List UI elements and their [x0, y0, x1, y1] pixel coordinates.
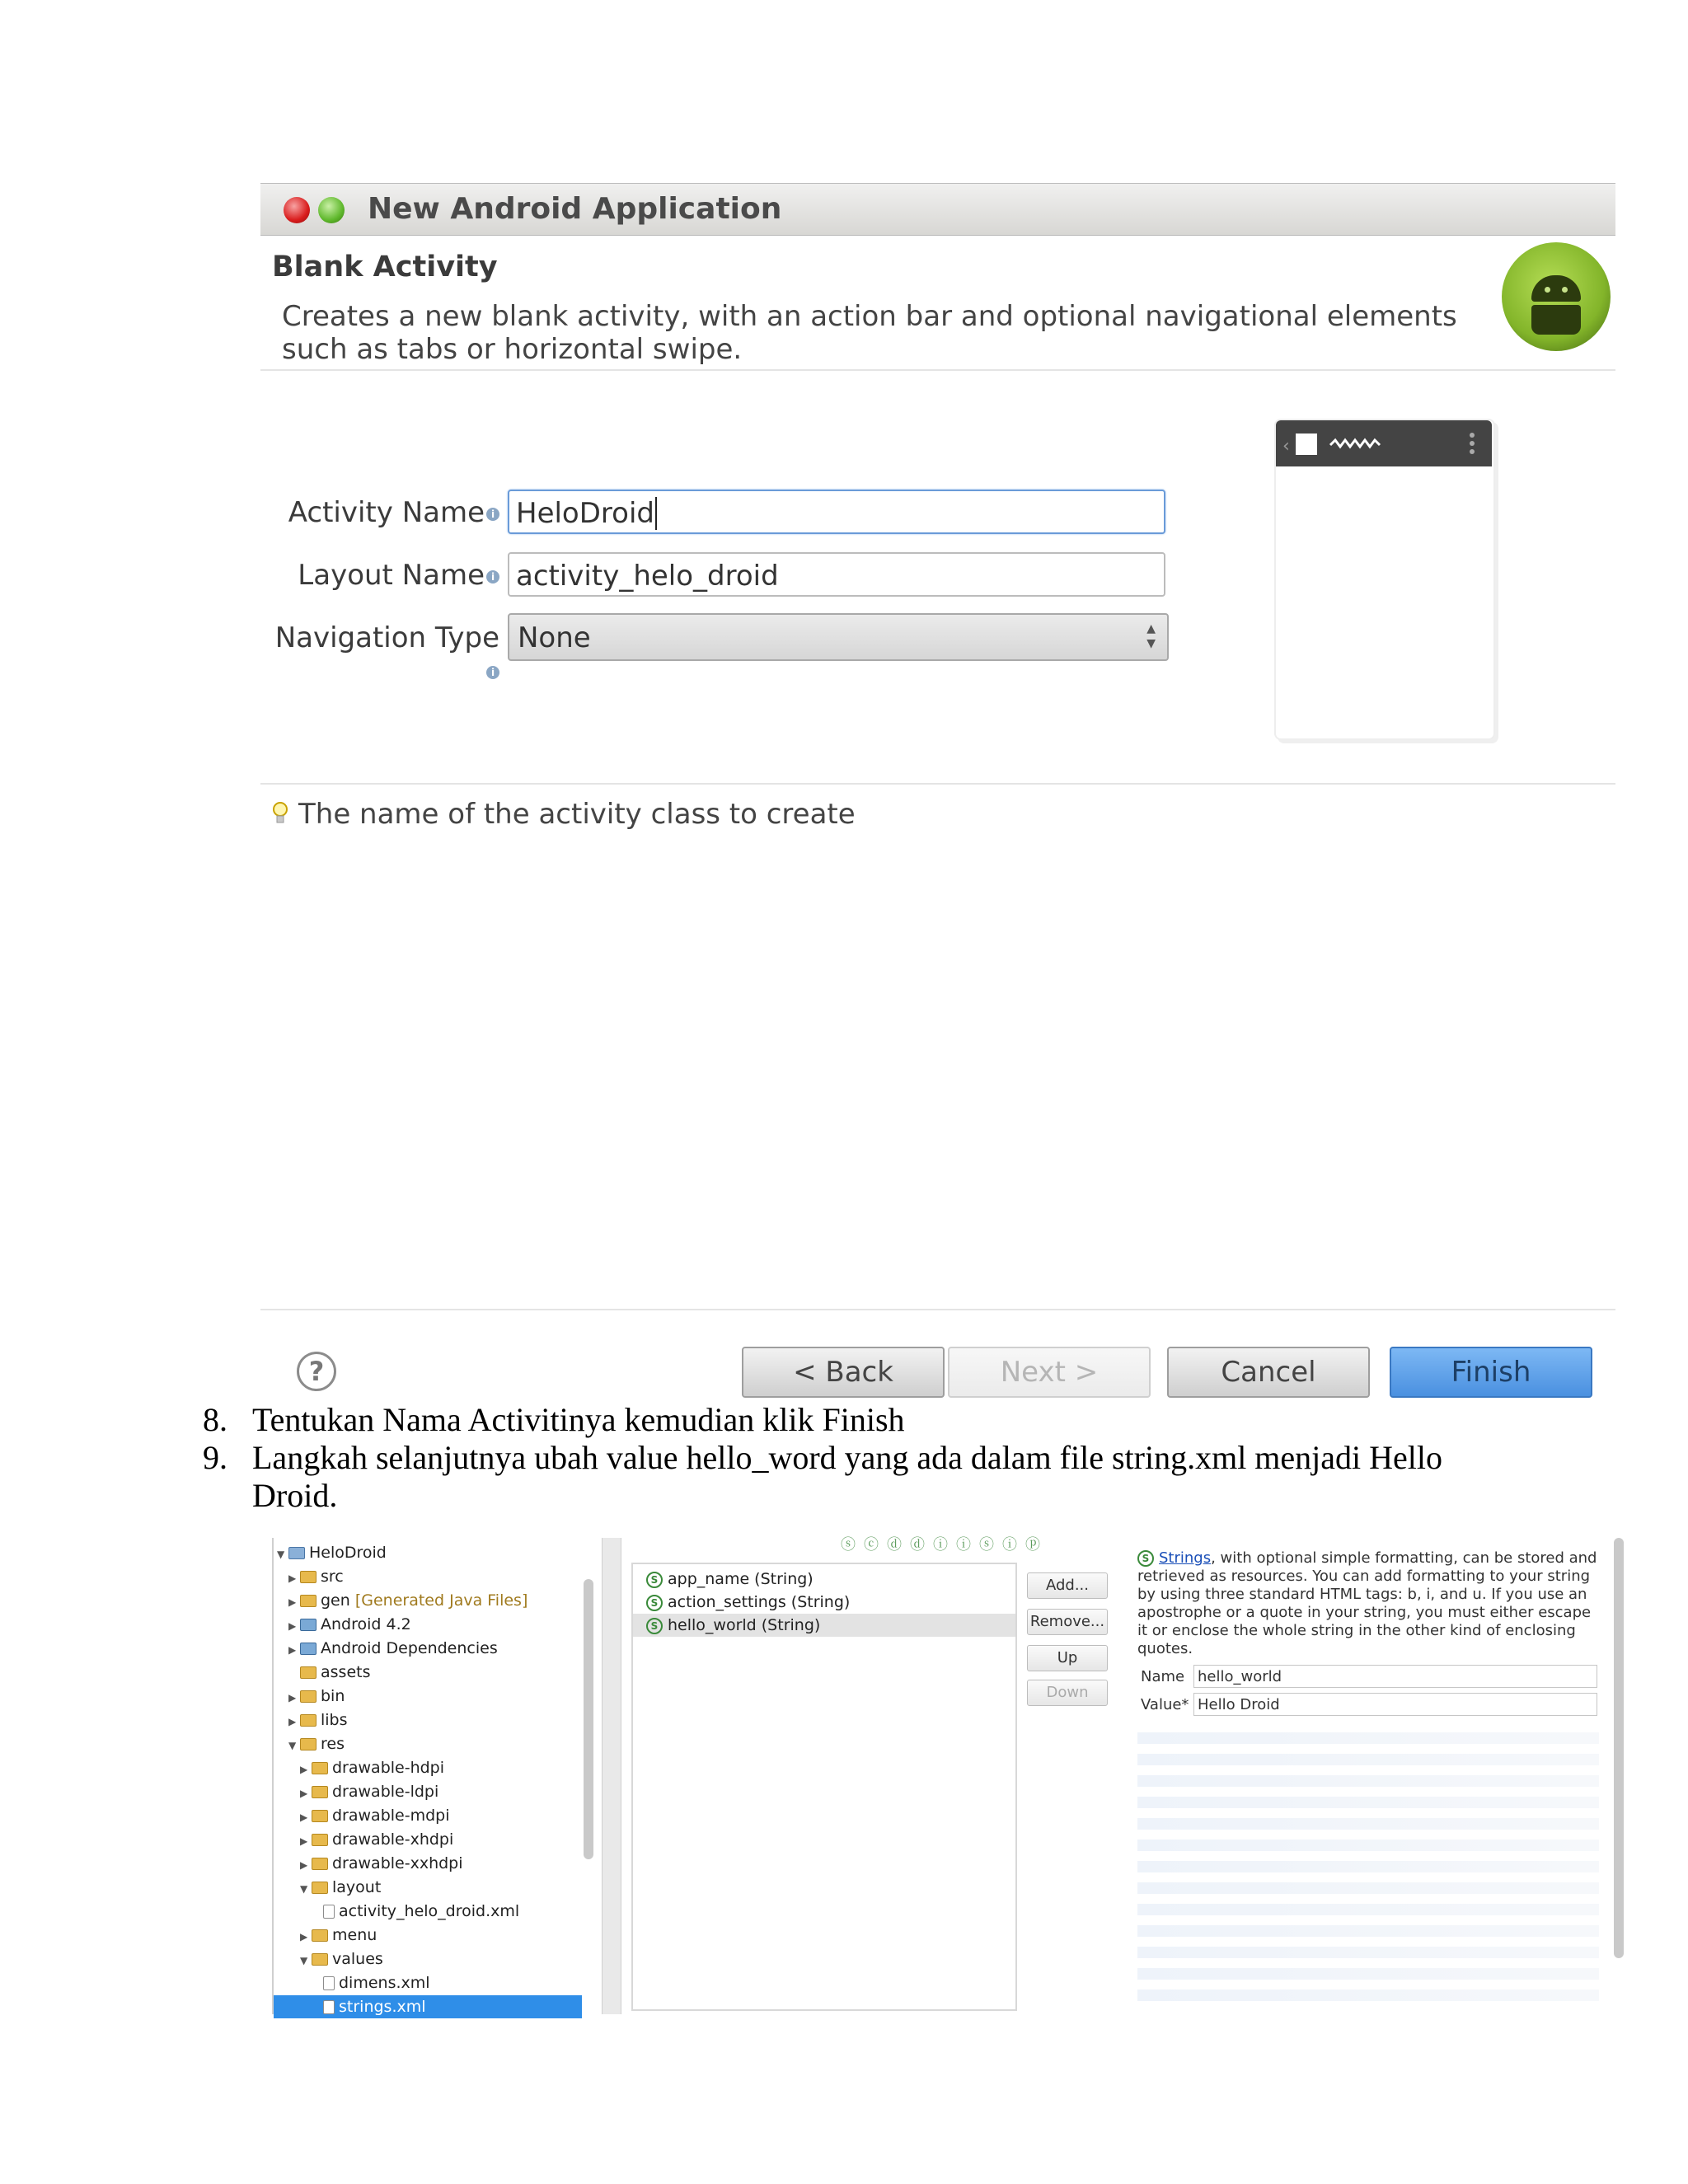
back-button[interactable]: < Back: [742, 1347, 945, 1398]
tree-item[interactable]: [274, 1900, 582, 1923]
layout-name-value: activity_helo_droid: [516, 560, 779, 593]
cancel-button[interactable]: Cancel: [1167, 1347, 1370, 1398]
tree-item[interactable]: [274, 1708, 582, 1732]
value-field[interactable]: Hello Droid: [1193, 1693, 1597, 1716]
navigation-type-label: [260, 621, 499, 687]
tree-item-label: src: [321, 1568, 344, 1586]
android-logo-icon: [1502, 242, 1611, 351]
tree-item-label: assets: [321, 1663, 371, 1681]
tree-scrollbar[interactable]: [584, 1579, 593, 1859]
tree-item[interactable]: [274, 1565, 582, 1588]
right-scrollbar[interactable]: [1614, 1538, 1624, 1958]
lib-icon: [300, 1643, 316, 1655]
down-button[interactable]: Down: [1027, 1680, 1108, 1706]
attributes-stripe: [1137, 1775, 1599, 1787]
attributes-stripe: [1137, 1840, 1599, 1851]
tree-item[interactable]: [274, 1924, 582, 1947]
activity-name-value: HeloDroid: [516, 497, 654, 530]
tree-item-label: Android Dependencies: [321, 1639, 498, 1657]
project-icon: [288, 1547, 305, 1559]
attributes-description-text: , with optional simple formatting, can be stored and retrieved as resources. You can add formatting to your string by using three standard HTML tags: b, i, and u. If you use an apostrophe or a quote in your string, you must either escape it or enclose the whole string in the other kind of enclosing quotes.: [1137, 1549, 1597, 1657]
tree-item-label: bin: [321, 1687, 345, 1705]
collapsed-arrow-icon[interactable]: ▶: [288, 1644, 297, 1656]
hint-text: The name of the activity class to create: [298, 798, 856, 831]
page-heading: Blank Activity: [272, 251, 498, 284]
next-button[interactable]: Next >: [948, 1347, 1151, 1398]
resource-item-label: app_name (String): [668, 1570, 814, 1588]
help-icon[interactable]: ?: [297, 1352, 336, 1391]
page-description: Creates a new blank activity, with an action bar and optional navigational elements such as tabs or horizontal swipe.: [282, 300, 1457, 366]
pane-splitter[interactable]: [602, 1538, 621, 2014]
collapsed-arrow-icon[interactable]: ▶: [288, 1692, 297, 1704]
collapsed-arrow-icon[interactable]: ▶: [288, 1572, 297, 1584]
collapsed-arrow-icon[interactable]: ▶: [288, 1716, 297, 1727]
eclipse-resources-screenshot: [272, 1538, 1624, 2014]
expanded-arrow-icon[interactable]: ▼: [300, 1883, 308, 1895]
navigation-type-value: None: [518, 621, 591, 654]
tree-item-label: HeloDroid: [309, 1544, 387, 1562]
tree-item-label: dimens.xml: [339, 1974, 430, 1992]
navigation-type-select[interactable]: [508, 613, 1169, 661]
layout-name-label: [260, 559, 499, 592]
attributes-stripe: [1137, 1947, 1599, 1958]
resources-list: [631, 1563, 1017, 2011]
strings-doc-link[interactable]: Strings: [1159, 1549, 1212, 1567]
finish-button[interactable]: Finish: [1390, 1347, 1592, 1398]
tree-item-label: activity_helo_droid.xml: [339, 1902, 520, 1920]
string-resource-icon: S: [646, 1618, 663, 1634]
window-title: New Android Application: [368, 192, 782, 226]
tree-item-label: drawable-hdpi: [332, 1759, 445, 1777]
up-button[interactable]: Up: [1027, 1645, 1108, 1671]
android-head-shape: [1531, 275, 1581, 302]
file-icon: [323, 1905, 335, 1919]
tree-item[interactable]: [274, 1541, 582, 1564]
step-9-continuation: Droid.: [252, 1477, 338, 1514]
folder-icon: [312, 1953, 328, 1966]
info-icon: i: [486, 666, 499, 679]
resource-item-label: action_settings (String): [668, 1593, 851, 1611]
resource-item[interactable]: [633, 1568, 1015, 1591]
collapsed-arrow-icon[interactable]: ▶: [300, 1859, 308, 1871]
layout-name-label-text: Layout Name: [298, 559, 485, 592]
step-9-text: Langkah selanjutnya ubah value hello_word yang ada dalam file string.xml menjadi Hello: [252, 1439, 1443, 1476]
tree-item-label: Android 4.2: [321, 1615, 411, 1633]
tree-item[interactable]: [274, 1732, 582, 1755]
tree-item-label: drawable-xxhdpi: [332, 1854, 463, 1872]
folder-icon: [312, 1929, 328, 1942]
step-8-number: 8.: [203, 1401, 227, 1438]
select-arrows-icon: ▲ ▼: [1146, 622, 1156, 650]
info-icon: i: [486, 508, 499, 521]
svg-text:‹: ‹: [1282, 436, 1290, 457]
expanded-arrow-icon[interactable]: ▼: [288, 1740, 297, 1751]
form-divider: [260, 783, 1615, 785]
collapsed-arrow-icon[interactable]: ▶: [300, 1835, 308, 1847]
string-resource-icon: S: [646, 1572, 663, 1588]
collapsed-arrow-icon[interactable]: ▶: [288, 1620, 297, 1632]
preview-action-bar-icons: [1276, 420, 1492, 466]
attributes-stripe: [1137, 1990, 1599, 2001]
folder-icon: [312, 1810, 328, 1822]
tree-item[interactable]: [274, 1637, 582, 1660]
attributes-stripe: [1137, 1968, 1599, 1980]
collapsed-arrow-icon[interactable]: ▶: [288, 1596, 297, 1608]
expanded-arrow-icon[interactable]: ▼: [300, 1955, 308, 1966]
resource-item-selected[interactable]: [633, 1614, 1015, 1637]
tree-item-label: res: [321, 1735, 345, 1753]
collapsed-arrow-icon[interactable]: ▶: [300, 1811, 308, 1823]
name-field[interactable]: hello_world: [1193, 1665, 1597, 1688]
tree-item-label: drawable-mdpi: [332, 1807, 450, 1825]
tree-item-label: drawable-ldpi: [332, 1783, 439, 1801]
folder-icon: [312, 1834, 328, 1846]
step-9-number: 9.: [203, 1439, 227, 1476]
attributes-description: [1137, 1549, 1599, 1658]
tree-item[interactable]: [274, 1685, 582, 1708]
header-divider: [260, 369, 1615, 371]
text-cursor: [655, 497, 657, 530]
window-titlebar: [260, 183, 1615, 236]
attributes-stripe: [1137, 1882, 1599, 1894]
layout-name-input[interactable]: [508, 552, 1165, 597]
resource-toolbar-icons[interactable]: ⓢⓒⓓⓓⓘⓘⓢⓘⓟ: [841, 1536, 1048, 1554]
attributes-stripe: [1137, 1925, 1599, 1937]
collapsed-arrow-icon[interactable]: ▶: [300, 1764, 308, 1775]
window-maximize-button[interactable]: [318, 197, 345, 223]
folder-icon: [312, 1882, 328, 1894]
folder-icon: [300, 1738, 316, 1750]
tree-item[interactable]: [274, 1613, 582, 1636]
attributes-stripe: [1137, 1904, 1599, 1915]
tree-item-label: menu: [332, 1926, 377, 1944]
tree-item[interactable]: [274, 1661, 582, 1684]
lib-icon: [300, 1619, 316, 1631]
lightbulb-icon: [272, 801, 288, 826]
android-eye-shape: [1545, 287, 1550, 293]
tree-item[interactable]: [274, 1828, 582, 1851]
file-icon: [323, 1976, 335, 1990]
tree-item[interactable]: [274, 1589, 582, 1612]
tree-item[interactable]: [274, 1876, 582, 1899]
tree-item[interactable]: [274, 1971, 582, 1994]
attributes-stripe: [1137, 1861, 1599, 1872]
add-button[interactable]: Add...: [1027, 1572, 1108, 1599]
remove-button[interactable]: Remove...: [1027, 1609, 1108, 1635]
collapsed-arrow-icon[interactable]: ▶: [300, 1931, 308, 1943]
attributes-stripe: [1137, 1754, 1599, 1765]
step-8-text: Tentukan Nama Activitinya kemudian klik Finish: [252, 1401, 905, 1438]
expanded-arrow-icon[interactable]: ▼: [277, 1549, 285, 1560]
activity-name-input[interactable]: [508, 490, 1165, 534]
tree-item[interactable]: [274, 1780, 582, 1803]
string-resource-icon: S: [646, 1595, 663, 1611]
info-icon: i: [486, 570, 499, 583]
tree-item[interactable]: [274, 1947, 582, 1971]
android-body-shape: [1531, 305, 1581, 335]
resource-item-label: hello_world (String): [668, 1616, 821, 1634]
tree-item[interactable]: [274, 1756, 582, 1779]
activity-name-label-text: Activity Name: [288, 496, 485, 529]
folder-icon: [312, 1762, 328, 1774]
tree-item-label: layout: [332, 1878, 382, 1896]
folder-icon: [312, 1786, 328, 1798]
string-resource-icon: S: [1137, 1550, 1154, 1567]
tree-item-label: strings.xml: [339, 1998, 426, 2016]
activity-name-label: [260, 496, 499, 529]
folder-icon: [300, 1714, 316, 1727]
preview-action-bar: [1276, 420, 1492, 466]
value-label: Value*: [1141, 1696, 1189, 1713]
tree-item-label: gen: [321, 1591, 350, 1610]
footer-divider: [260, 1309, 1615, 1310]
attributes-stripe: [1137, 1797, 1599, 1808]
file-icon: [323, 2000, 335, 2014]
tree-item-label: libs: [321, 1711, 348, 1729]
folder-icon: [300, 1666, 316, 1679]
folder-icon: [300, 1595, 316, 1607]
folder-icon: [312, 1858, 328, 1870]
tree-item[interactable]: [274, 1804, 582, 1827]
tree-item[interactable]: [274, 1852, 582, 1875]
tree-item-label: drawable-xhdpi: [332, 1830, 454, 1849]
name-label: Name: [1141, 1668, 1185, 1685]
new-android-application-dialog: [260, 183, 1615, 1411]
tree-item-suffix: [Generated Java Files]: [349, 1591, 528, 1610]
android-eye-shape: [1562, 287, 1568, 293]
navigation-type-label-text: Navigation Type: [274, 621, 499, 654]
resource-item[interactable]: [633, 1591, 1015, 1614]
collapsed-arrow-icon[interactable]: ▶: [300, 1788, 308, 1799]
activity-preview: [1274, 419, 1495, 740]
tree-item-label: values: [332, 1950, 383, 1968]
attributes-stripe: [1137, 1732, 1599, 1744]
folder-icon: [300, 1690, 316, 1703]
tree-item-selected[interactable]: [274, 1995, 582, 2018]
project-explorer-tree: [272, 1538, 587, 2014]
folder-icon: [300, 1571, 316, 1583]
attributes-stripe: [1137, 1818, 1599, 1830]
window-close-button[interactable]: [284, 197, 310, 223]
